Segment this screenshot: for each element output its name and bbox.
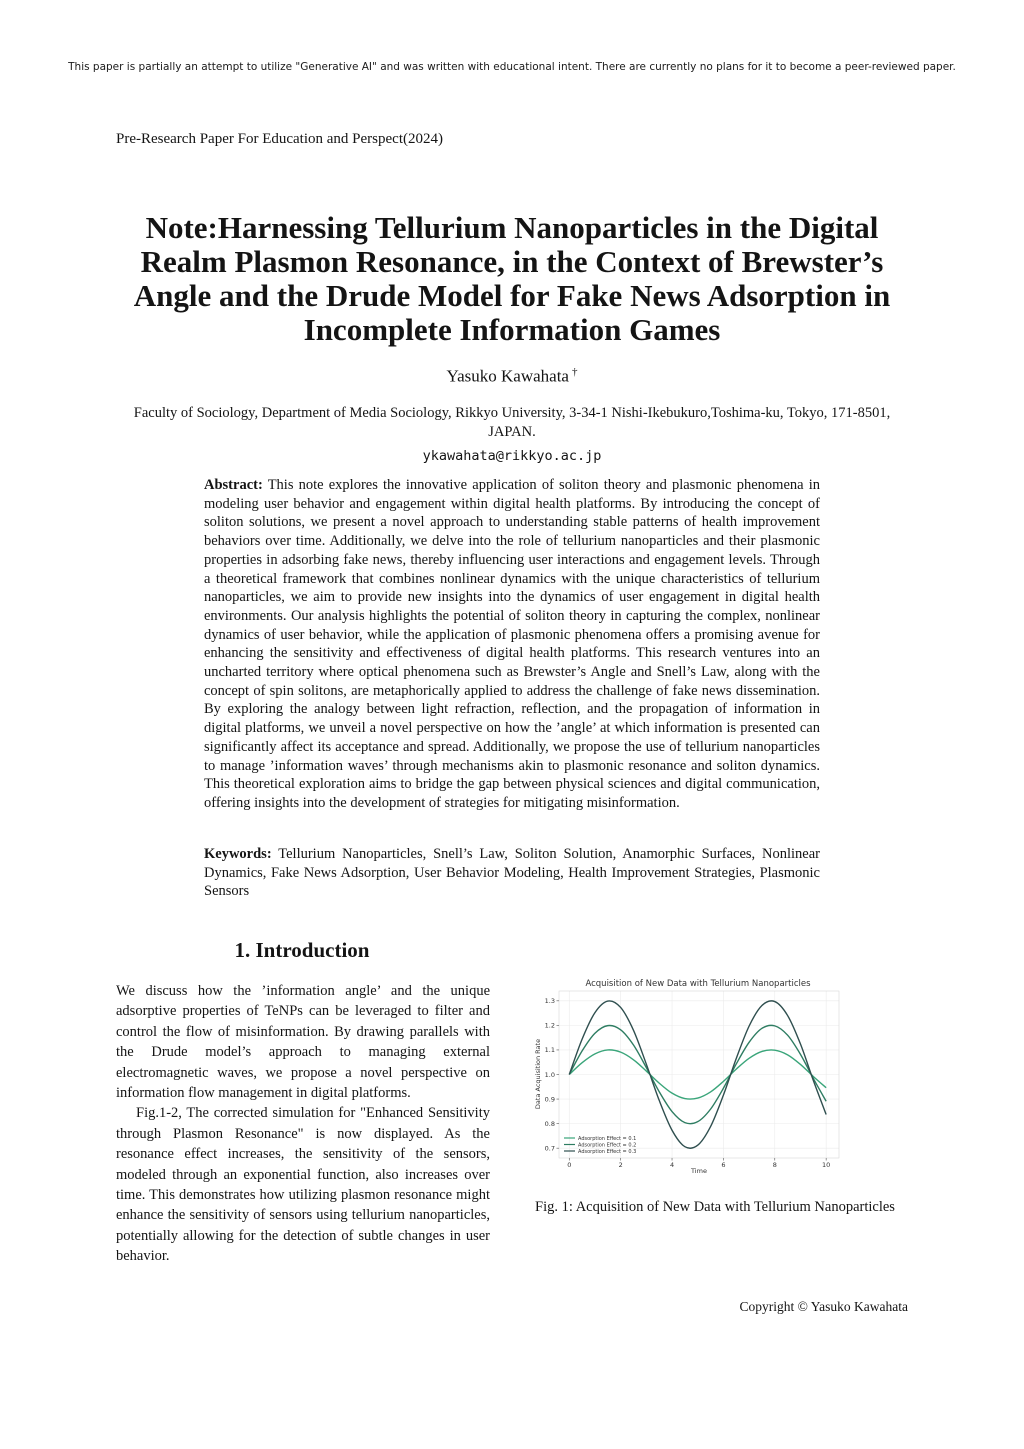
y-tick-label: 0.8 <box>544 1119 555 1128</box>
legend-label: Adsorption Effect = 0.3 <box>578 1148 637 1155</box>
figure-1-chart <box>528 972 844 1182</box>
abstract-label: Abstract: <box>204 477 263 493</box>
keywords <box>204 845 820 901</box>
y-tick-label: 1.1 <box>544 1046 555 1055</box>
author-name: Yasuko Kawahata <box>446 366 569 386</box>
x-axis-label: Time <box>691 1167 707 1175</box>
y-tick-label: 0.9 <box>544 1095 555 1104</box>
series-header: Pre-Research Paper For Education and Perspect(2024) <box>116 131 443 147</box>
x-tick-label: 8 <box>772 1161 777 1169</box>
author-footnote-mark: † <box>571 366 578 378</box>
x-tick-label: 10 <box>822 1161 831 1169</box>
abstract-text: This note explores the innovative application of soliton theory and plasmonic phenomena in modeling user behavior and engagement within digital health platforms. By introducing the concept of soliton solutions, we present a novel approach to understanding stable patterns of health improvement behaviors over time. Additionally, we delve into the role of tellurium nanoparticles and their plasmonic properties in adsorbing fake news, thereby influencing user interactions and engagement levels. Through a theoretical framework that combines nonlinear dynamics with the unique characteristics of tellurium nanoparticles, we aim to provide new insights into the dynamics of user engagement in digital health environments. Our analysis highlights the potential of soliton theory in capturing the complex, nonlinear dynamics of user behavior, while the application of plasmonic phenomena offers a promising avenue for enhancing the sensitivity and effectiveness of digital health platforms. This research ventures into an uncharted territory where optical phenomena such as Brewster’s Angle and Snell’s Law, along with the concept of spin solitons, are metaphorically applied to address the challenge of fake news dissemination. By exploring the analogy between light refraction, reflection, and the propagation of information in digital platforms, we unveil a novel perspective on how the ’angle’ at which information is presented can significantly affect its acceptance and spread. Additionally, we propose the use of tellurium nanoparticles to manage ’information waves’ through mechanisms akin to plasmonic resonance and soliton dynamics. This theoretical exploration aims to bridge the gap between physical sciences and digital communication, offering insights into the development of strategies for mitigating misinformation. <box>204 477 820 811</box>
disclaimer-banner: This paper is partially an attempt to utilize "Generative AI" and was written with educational intent. There are currently no plans for it to become a peer-reviewed paper. <box>68 61 956 73</box>
author-email[interactable]: ykawahata@rikkyo.ac.jp <box>422 448 602 464</box>
figure-1-caption: Fig. 1: Acquisition of New Data with Tellurium Nanoparticles <box>535 1199 895 1215</box>
intro-paragraph: Fig.1-2, The corrected simulation for "Enhanced Sensitivity through Plasmon Resonance" is now displayed. As the resonance effect increases, the sensitivity of the sensors, modeled through an exponential function, also increases over time. This demonstrates how utilizing plasmon resonance might enhance the sensitivity of sensors using tellurium nanoparticles, potentially allowing for the detection of subtle changes in user behavior. <box>116 1105 490 1265</box>
legend-label: Adsorption Effect = 0.1 <box>578 1135 637 1142</box>
chart-grid <box>559 991 839 1158</box>
y-tick-label: 1.0 <box>544 1070 555 1079</box>
y-tick-label: 0.7 <box>544 1144 555 1153</box>
y-tick-label: 1.3 <box>544 997 555 1006</box>
x-tick-label: 2 <box>618 1161 623 1169</box>
author-line <box>0 366 1024 387</box>
keywords-text: Tellurium Nanoparticles, Snell’s Law, Soliton Solution, Anamorphic Surfaces, Nonlinear Dynamics, Fake News Adsorption, User Behavior Modeling, Health Improvement Strategies, Plasmonic Sensors <box>204 846 820 900</box>
legend-label: Adsorption Effect = 0.2 <box>578 1142 637 1149</box>
y-axis-label: Data Acquisition Rate <box>534 1038 542 1110</box>
x-tick-label: 4 <box>669 1161 675 1169</box>
x-tick-label: 0 <box>567 1161 572 1169</box>
affiliation: Faculty of Sociology, Department of Media Sociology, Rikkyo University, 3-34-1 Nishi-Ikebukuro,Toshima-ku, Tokyo, 171-8501, JAPAN. <box>133 405 891 440</box>
introduction-body <box>116 981 490 1267</box>
copyright-notice: Copyright © Yasuko Kawahata <box>739 1299 908 1314</box>
chart-title: Acquisition of New Data with Tellurium Nanoparticles <box>585 979 811 989</box>
paper-title: Note:Harnessing Tellurium Nanoparticles in the Digital Realm Plasmon Resonance, in the Context of Brewster’s Angle and the Drude Model for Fake News Adsorption in Incomplete Information Games <box>133 210 891 347</box>
x-tick-label: 6 <box>721 1161 726 1169</box>
abstract <box>204 476 820 813</box>
chart-legend <box>564 1136 636 1155</box>
y-tick-label: 1.2 <box>544 1021 555 1030</box>
intro-paragraph: We discuss how the ’information angle’ and the unique adsorptive properties of TeNPs can be leveraged to filter and control the flow of misinformation. By drawing parallels with the Drude model’s approach to managing external electromagnetic waves, we propose a novel perspective on information flow management in digital platforms. <box>116 983 490 1102</box>
section-heading-introduction: 1. Introduction <box>234 938 370 962</box>
keywords-label: Keywords: <box>204 846 272 862</box>
